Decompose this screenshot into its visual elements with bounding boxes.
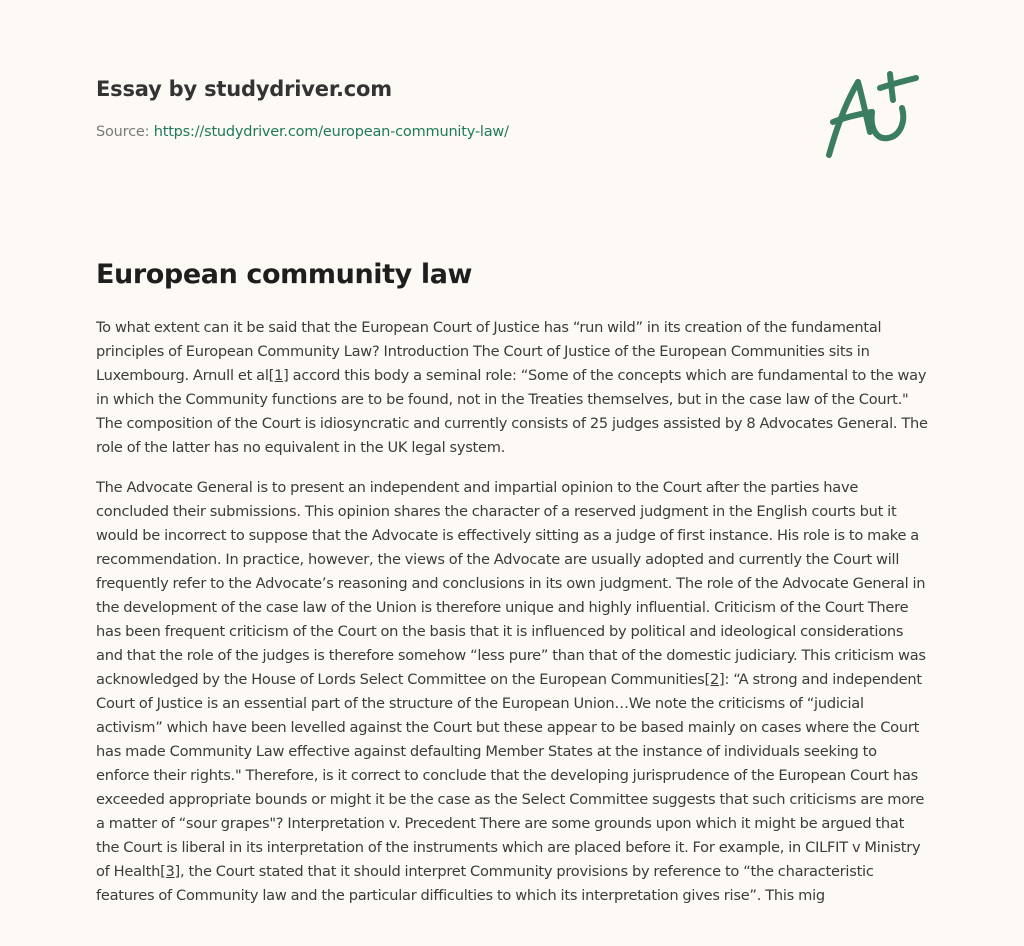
brand-title: Essay by studydriver.com xyxy=(96,77,392,101)
footnote-link-1[interactable]: [1] xyxy=(268,367,289,384)
source-line xyxy=(96,122,796,142)
paragraph-text: , the Court stated that it should interpret Community provisions by reference to “the characteristic features of Community law and the particular difficulties to which its interpretation gives rise”. This mig xyxy=(96,863,874,904)
paragraph-text: To what extent can it be said that the European Court of Justice has “run wild” in its creation of the fundamental principles of European Community Law? Introduction The Court of Justice of the European Communities sits in Luxembourg. Arnull et al xyxy=(96,319,882,384)
article-paragraph xyxy=(96,316,928,460)
paragraph-text: The Advocate General is to present an independent and impartial opinion to the Court after the parties have concluded their submissions. This opinion shares the character of a reserved judgment in the English courts but it would be incorrect to suppose that the Advocate is effectively sitting as a judge of first instance. His role is to make a recommendation. In practice, however, the views of the Advocate are usually adopted and currently the Court will frequently refer to the Advocate’s reasoning and conclusions in its own judgment. The role of the Advocate General in the development of the case law of the Union is therefore unique and highly influential. Criticism of the Court There has been frequent criticism of the Court on the basis that it is influenced by political and ideological considerations and that the role of the judges is therefore somehow “less pure” than that of the domestic judiciary. This criticism was acknowledged by the House of Lords Select Committee on the European Communities xyxy=(96,479,926,688)
paragraph-text: : “A strong and independent Court of Justice is an essential part of the structure of the European Union…We note the criticisms of “judicial activism” which have been levelled against the Court but these appear to be based mainly on cases where the Court has made Community Law effective against defaulting Member States at the instance of individuals seeking to enforce their rights." Therefore, is it correct to conclude that the developing jurisprudence of the European Court has exceeded appropriate bounds or might it be the case as the Select Committee suggests that such criticisms are more a matter of “sour grapes"? Interpretation v. Precedent There are some grounds upon which it might be argued that the Court is liberal in its interpretation of the instruments which are placed before it. For example, in CILFIT v Ministry of Health xyxy=(96,671,925,880)
article xyxy=(96,256,928,924)
source-label: Source: xyxy=(96,124,150,140)
essay-header xyxy=(96,74,796,142)
article-title: European community law xyxy=(96,259,473,290)
source-link[interactable]: https://studydriver.com/european-community-law/ xyxy=(153,124,509,140)
footnote-link-3[interactable]: [3] xyxy=(160,863,181,880)
article-paragraph xyxy=(96,476,928,908)
paragraph-text: accord this body a seminal role: “Some of the concepts which are fundamental to the way in which the Community functions are to be found, not in the Treaties themselves, but in the case law of the Court." The composition of the Court is idiosyncratic and currently consists of 25 judges assisted by 8 Advocates General. The role of the latter has no equivalent in the UK legal system. xyxy=(96,367,928,456)
a-plus-grade-icon xyxy=(820,64,930,168)
footnote-link-2[interactable]: [2] xyxy=(704,671,725,688)
